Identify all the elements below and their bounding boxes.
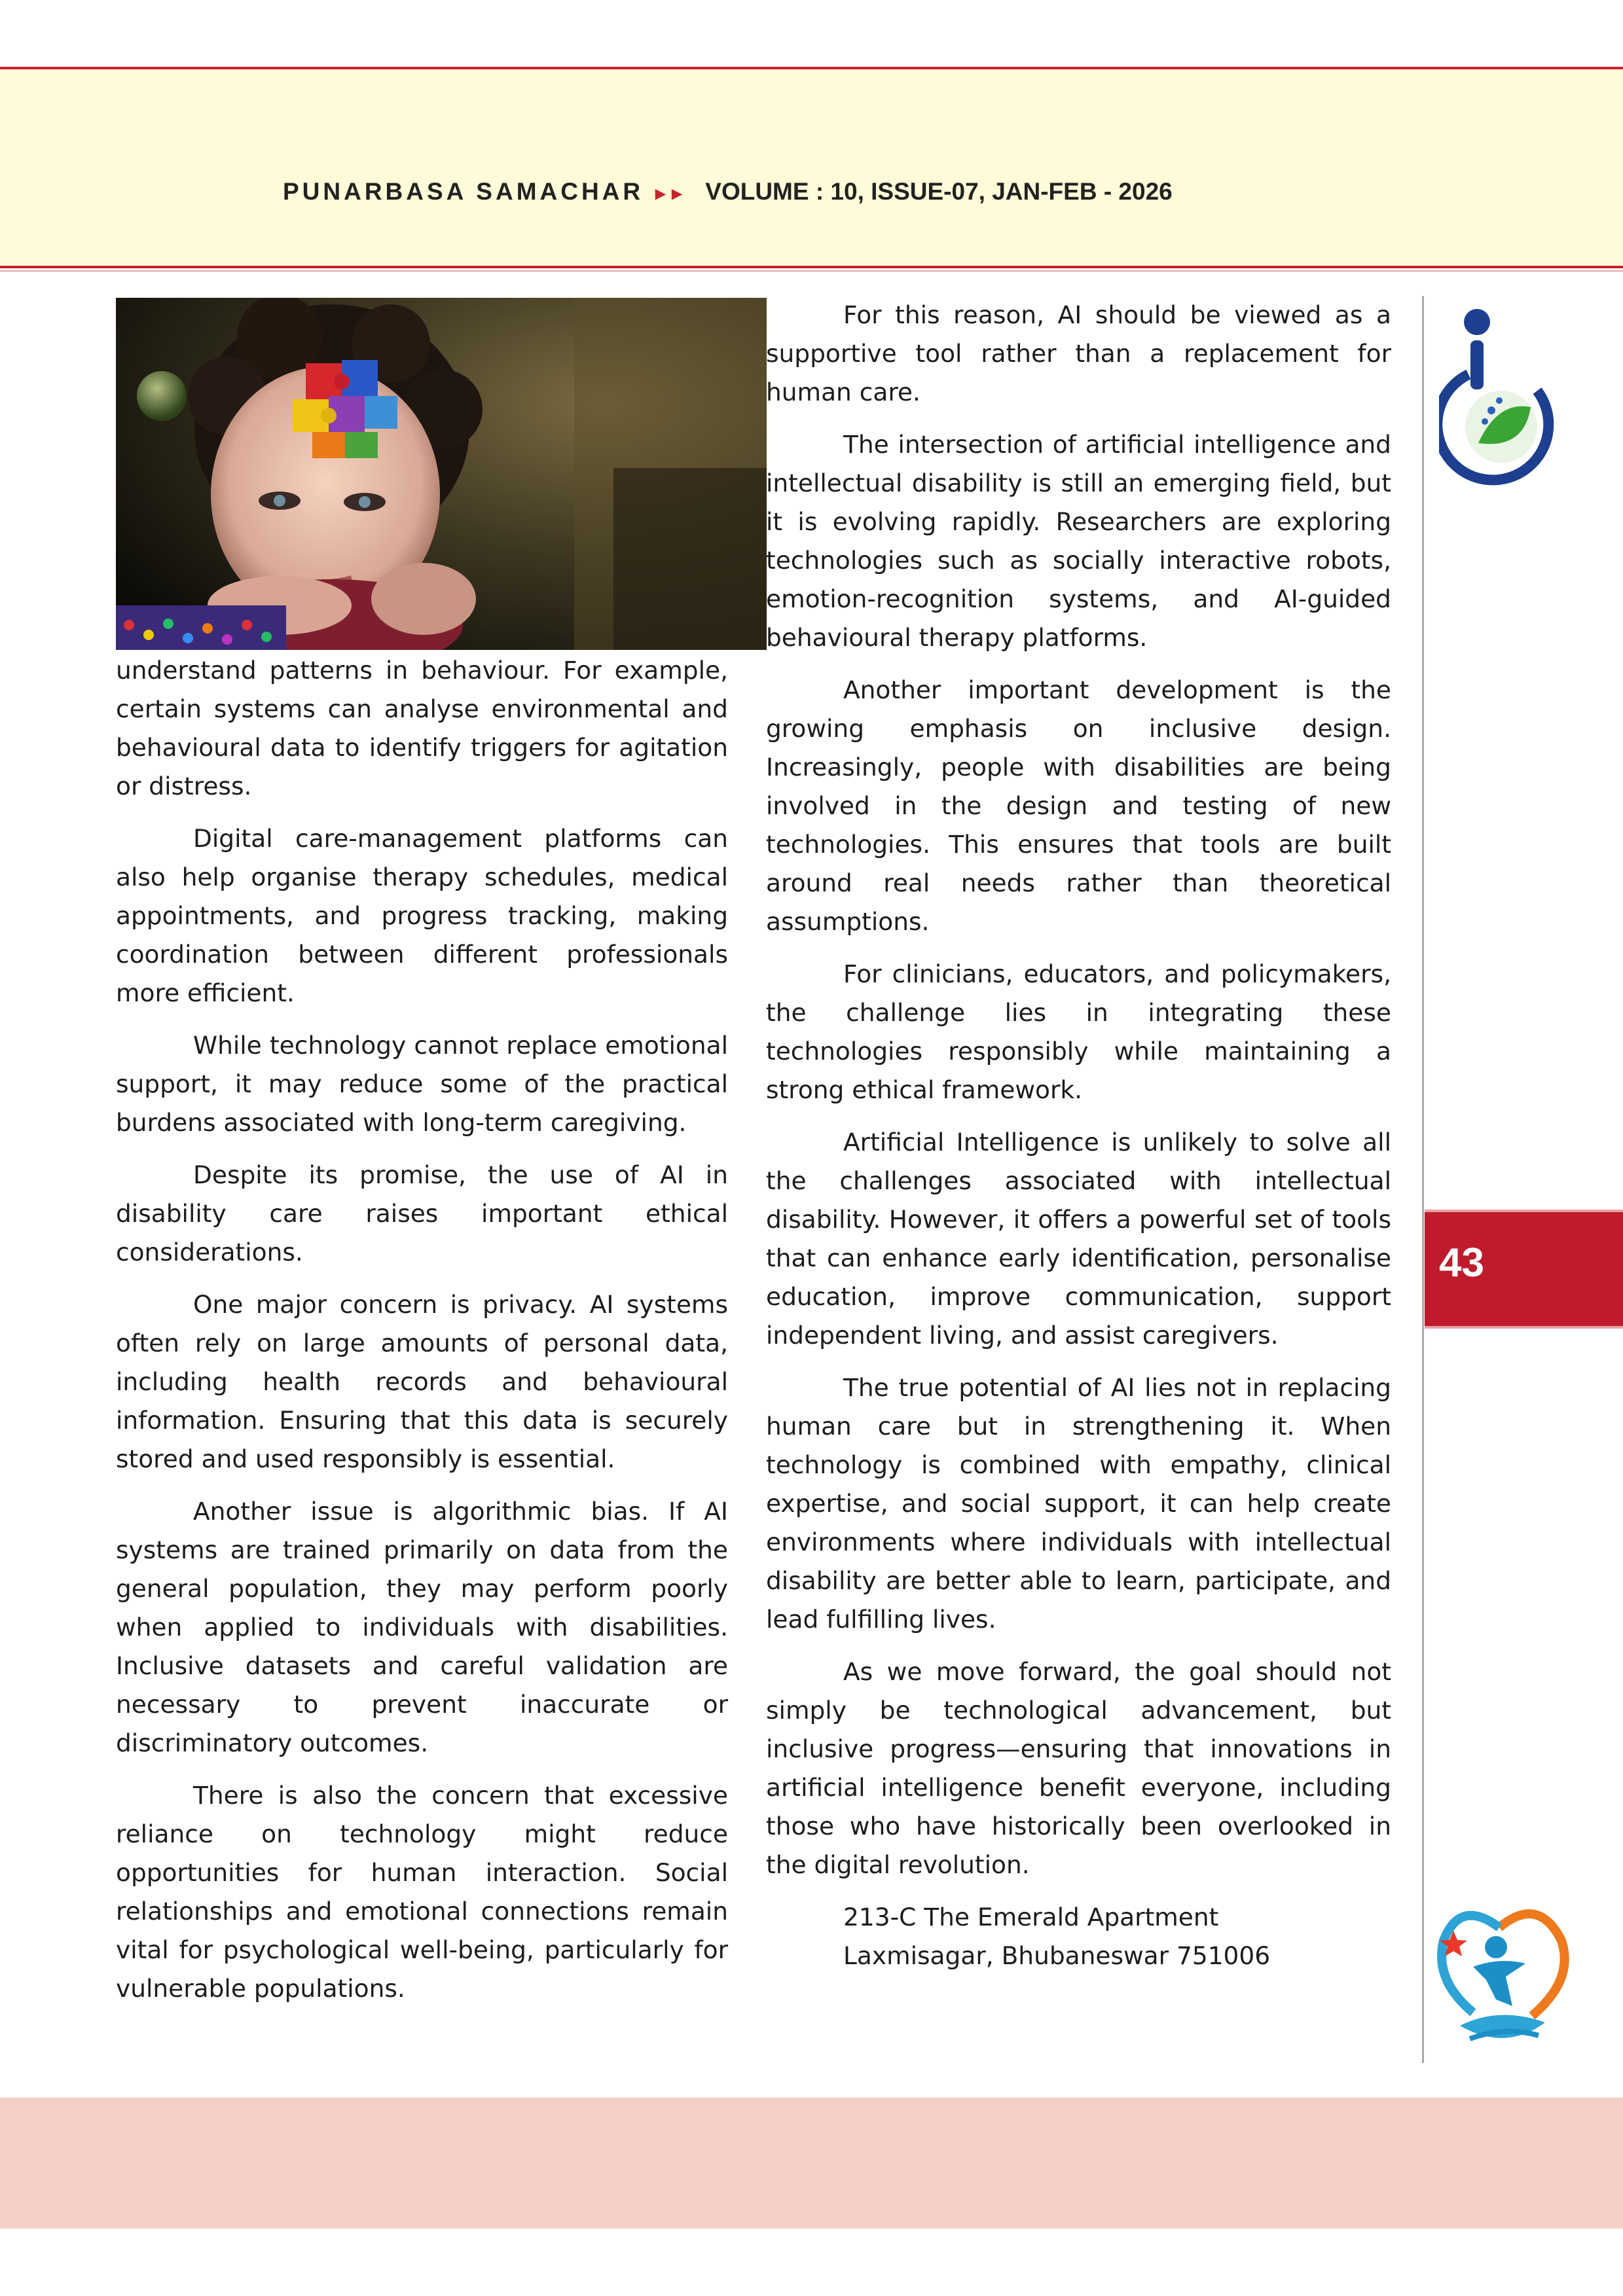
arrow-icon: ▸▸ bbox=[655, 183, 689, 204]
paragraph: Artificial Intelligence is unlikely to solve all the challenges associated with intellectual disability. However, it offers a powerful set of tools that can enhance early identification, personalise education, improve communication, support independent living, and assist caregivers. bbox=[766, 1128, 1391, 1350]
paragraph: Another issue is algorithmic bias. If AI systems are trained primarily on data from the general population, they may perform poorly when applied to individuals with disabilities. Inclusive datasets and careful validation are necessary to prevent inaccurate or discriminatory outcomes. bbox=[116, 1497, 728, 1757]
paragraph: Digital care-management platforms can also help organise therapy schedules, medical appointments, and progress tracking, making coordination between different professionals more efficient. bbox=[116, 824, 728, 1007]
paragraph: While technology cannot replace emotional support, it may reduce some of the practical burdens associated with long-term caregiving. bbox=[116, 1031, 728, 1137]
paragraph: The intersection of artificial intelligence and intellectual disability is still an emerging field, but it is evolving rapidly. Researchers are exploring technologies such as socially interactive robots, emotion-recognition systems, and AI-guided behavioural therapy platforms. bbox=[766, 430, 1391, 652]
page-number-tab bbox=[1425, 1210, 1623, 1329]
page-header bbox=[0, 67, 1623, 268]
header-rule bbox=[0, 270, 1623, 272]
paragraph: For clinicians, educators, and policymakers, the challenge lies in integrating these technologies responsibly while maintaining a strong ethical framework. bbox=[766, 960, 1391, 1104]
paragraph: Despite its promise, the use of AI in disability care raises important ethical considerations. bbox=[116, 1160, 728, 1266]
page-footer bbox=[0, 2098, 1623, 2229]
child-puzzle-photo bbox=[116, 298, 767, 650]
paragraph: There is also the concern that excessive reliance on technology might reduce opportunities for human interaction. Social relationships and emotional connections remain vital for psychological well-being, particularly for vulnerable populations. bbox=[116, 1781, 728, 2003]
inclusion-figure-logo-icon bbox=[1434, 1901, 1575, 2052]
sidebar-rule bbox=[1422, 296, 1424, 2063]
address-line-1: 213-C The Emerald Apartment bbox=[843, 1903, 1219, 1931]
left-column bbox=[116, 651, 728, 2022]
paragraph: One major concern is privacy. AI systems often rely on large amounts of personal data, including health records and behavioural information. Ensuring that this data is securely stored and used responsibly is essential. bbox=[116, 1290, 728, 1473]
paragraph: understand patterns in behaviour. For example, certain systems can analyse environmental and behavioural data to identify triggers for agitation or distress. bbox=[116, 656, 728, 800]
publication-name: PUNARBASA SAMACHAR bbox=[283, 178, 644, 205]
address-line-2: Laxmisagar, Bhubaneswar 751006 bbox=[843, 1941, 1271, 1970]
paragraph: For this reason, AI should be viewed as a supportive tool rather than a replacement for human care. bbox=[766, 300, 1391, 406]
running-head bbox=[283, 178, 1173, 206]
paragraph: The true potential of AI lies not in replacing human care but in strengthening it. When technology is combined with empathy, clinical expertise, and social support, it can help create environments where individuals with intellectual disability are better able to learn, participate, and lead fulfilling lives. bbox=[766, 1373, 1391, 1634]
paragraph: As we move forward, the goal should not simply be technological advancement, but inclusive progress—ensuring that innovations in artificial intelligence benefit everyone, including those who have historically been overlooked in the digital revolution. bbox=[766, 1657, 1391, 1879]
page-number: 43 bbox=[1439, 1240, 1484, 1285]
paragraph: Another important development is the growing emphasis on inclusive design. Increasingly, people with disabilities are being involved in the design and testing of new technologies. This ensures that tools are built around real needs rather than theoretical assumptions. bbox=[766, 675, 1391, 936]
right-column bbox=[766, 296, 1391, 1975]
disability-wheelchair-logo-icon bbox=[1439, 302, 1557, 492]
volume-issue: VOLUME : 10, ISSUE-07, JAN-FEB - 2026 bbox=[705, 178, 1173, 205]
